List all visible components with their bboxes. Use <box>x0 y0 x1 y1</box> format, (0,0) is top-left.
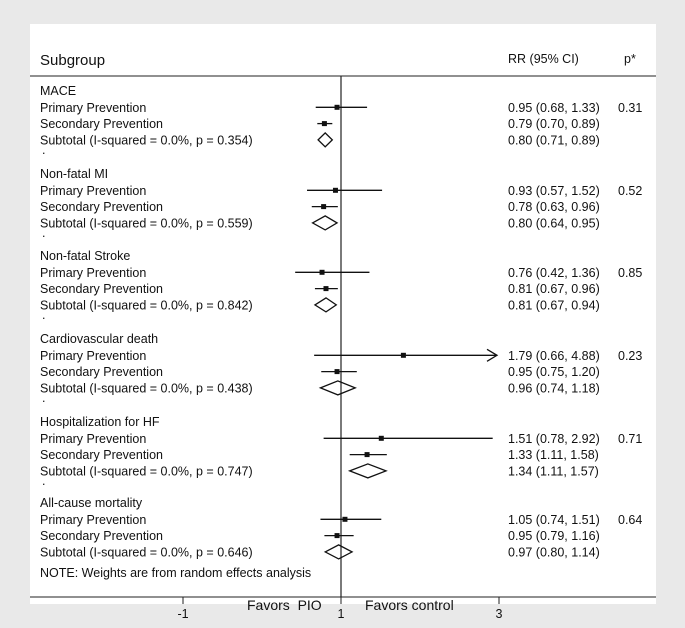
chart-panel <box>30 24 656 613</box>
point-estimate <box>335 533 340 538</box>
row-label: Secondary Prevention <box>40 200 163 215</box>
rr-ci-value: 0.96 (0.74, 1.18) <box>508 381 600 396</box>
subtotal-label: Subtotal (I-squared = 0.0%, p = 0.354) <box>40 133 253 148</box>
point-estimate <box>342 517 347 522</box>
group-separator: . <box>42 143 46 158</box>
rr-ci-value: 1.51 (0.78, 2.92) <box>508 431 600 446</box>
rr-ci-value: 1.34 (1.11, 1.57) <box>508 464 599 479</box>
rr-ci-value: 0.93 (0.57, 1.52) <box>508 183 600 198</box>
point-estimate <box>333 188 338 193</box>
rr-ci-value: 1.79 (0.66, 4.88) <box>508 348 600 363</box>
forest-plot <box>30 24 656 613</box>
x-tick-label: 1 <box>337 607 345 621</box>
group-p-value: 0.31 <box>618 100 643 115</box>
point-estimate <box>379 436 384 441</box>
group-p-value: 0.71 <box>618 431 643 446</box>
row-label: Secondary Prevention <box>40 365 163 380</box>
row-label: Primary Prevention <box>40 348 147 363</box>
weights-note: NOTE: Weights are from random effects analysis <box>40 566 312 580</box>
rr-ci-value: 1.33 (1.11, 1.58) <box>508 448 599 463</box>
group-separator: . <box>42 308 46 323</box>
subtotal-diamond <box>325 545 352 559</box>
subtotal-diamond <box>318 133 332 147</box>
favors-left-label: Favors PIO <box>247 597 322 613</box>
rr-ci-value: 1.05 (0.74, 1.51) <box>508 512 600 527</box>
point-estimate <box>322 121 327 126</box>
group-name: Cardiovascular death <box>40 332 159 346</box>
rr-ci-value: 0.79 (0.70, 0.89) <box>508 117 600 132</box>
x-tick-label: -1 <box>177 607 189 621</box>
point-estimate <box>323 286 328 291</box>
row-label: Secondary Prevention <box>40 448 163 463</box>
row-label: Primary Prevention <box>40 100 147 115</box>
group-name: Non-fatal MI <box>40 167 109 181</box>
rr-ci-value: 0.95 (0.75, 1.20) <box>508 365 600 380</box>
point-estimate <box>335 369 340 374</box>
group-separator: . <box>42 391 46 406</box>
row-label: Secondary Prevention <box>40 117 163 132</box>
subtotal-diamond <box>315 298 336 312</box>
rr-ci-value: 0.80 (0.71, 0.89) <box>508 133 600 148</box>
group-name: All-cause mortality <box>40 496 143 510</box>
rr-ci-value: 0.95 (0.68, 1.33) <box>508 100 600 115</box>
subtotal-label: Subtotal (I-squared = 0.0%, p = 0.559) <box>40 216 253 231</box>
rr-ci-value: 0.78 (0.63, 0.96) <box>508 200 600 215</box>
subtotal-label: Subtotal (I-squared = 0.0%, p = 0.747) <box>40 464 253 479</box>
rr-ci-value: 0.81 (0.67, 0.96) <box>508 282 600 297</box>
row-label: Primary Prevention <box>40 183 147 198</box>
row-label: Secondary Prevention <box>40 529 163 544</box>
subtotal-label: Subtotal (I-squared = 0.0%, p = 0.438) <box>40 381 253 396</box>
row-label: Primary Prevention <box>40 512 147 527</box>
rr-ci-value: 0.95 (0.79, 1.16) <box>508 529 600 544</box>
subtotal-label: Subtotal (I-squared = 0.0%, p = 0.646) <box>40 545 253 560</box>
rr-ci-value: 0.97 (0.80, 1.14) <box>508 545 600 560</box>
rr-ci-value: 0.81 (0.67, 0.94) <box>508 298 600 313</box>
point-estimate <box>321 204 326 209</box>
header-p: p* <box>624 52 636 66</box>
header-rr: RR (95% CI) <box>508 52 579 66</box>
rr-ci-value: 0.76 (0.42, 1.36) <box>508 265 600 280</box>
header-subgroup: Subgroup <box>40 52 106 69</box>
point-estimate <box>401 353 406 358</box>
subtotal-label: Subtotal (I-squared = 0.0%, p = 0.842) <box>40 298 253 313</box>
subtotal-diamond <box>313 216 337 230</box>
group-p-value: 0.52 <box>618 183 643 198</box>
row-label: Secondary Prevention <box>40 282 163 297</box>
point-estimate <box>320 270 325 275</box>
point-estimate <box>365 452 370 457</box>
point-estimate <box>335 105 340 110</box>
subtotal-diamond <box>320 381 355 395</box>
group-name: MACE <box>40 84 77 98</box>
group-p-value: 0.23 <box>618 348 643 363</box>
group-name: Non-fatal Stroke <box>40 249 131 263</box>
row-label: Primary Prevention <box>40 265 147 280</box>
subtotal-diamond <box>350 464 386 478</box>
x-tick-label: 3 <box>495 607 503 621</box>
group-separator: . <box>42 226 46 241</box>
row-label: Primary Prevention <box>40 431 147 446</box>
group-separator: . <box>42 474 46 489</box>
group-name: Hospitalization for HF <box>40 415 160 429</box>
favors-right-label: Favors control <box>365 597 454 613</box>
group-p-value: 0.85 <box>618 265 643 280</box>
rr-ci-value: 0.80 (0.64, 0.95) <box>508 216 600 231</box>
group-p-value: 0.64 <box>618 512 643 527</box>
